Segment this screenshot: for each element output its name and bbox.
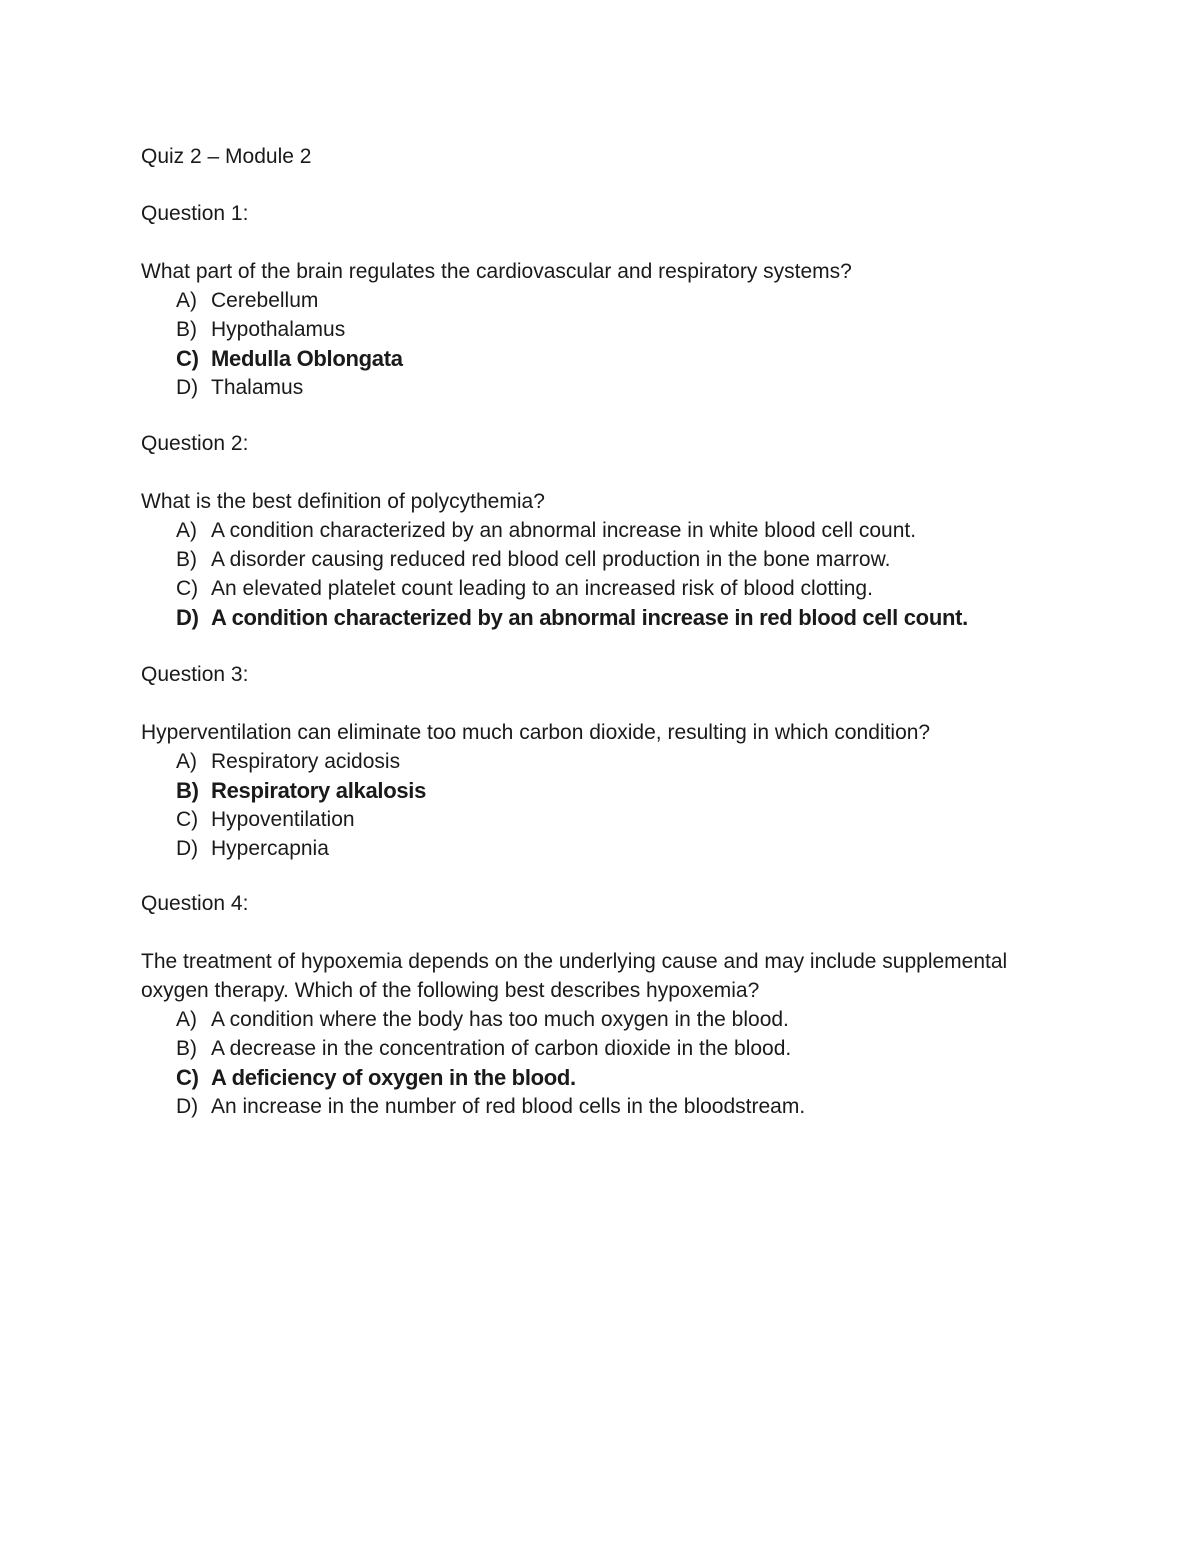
option-d bbox=[141, 834, 1061, 863]
question-text: Hyperventilation can eliminate too much carbon dioxide, resulting in which condition? bbox=[141, 721, 931, 744]
option-text: Cerebellum bbox=[211, 289, 319, 312]
option-b-correct bbox=[141, 776, 1061, 805]
option-text: A disorder causing reduced red blood cell production in the bone marrow. bbox=[211, 548, 891, 571]
option-text: Medulla Oblongata bbox=[211, 346, 403, 371]
option-text: Respiratory alkalosis bbox=[211, 778, 427, 803]
answer-options bbox=[141, 747, 1061, 863]
option-letter: D) bbox=[176, 605, 199, 630]
question-heading: Question 1: bbox=[141, 202, 249, 225]
document-title: Quiz 2 – Module 2 bbox=[141, 145, 312, 168]
question-4 bbox=[141, 890, 1061, 1121]
option-d bbox=[141, 373, 1061, 402]
answer-options bbox=[141, 1005, 1061, 1121]
option-letter: C) bbox=[176, 346, 199, 371]
option-text: A condition where the body has too much oxygen in the blood. bbox=[211, 1008, 789, 1031]
option-text: Thalamus bbox=[211, 376, 304, 399]
option-text: Hypercapnia bbox=[211, 837, 329, 860]
option-a bbox=[141, 516, 1061, 545]
option-b bbox=[141, 315, 1061, 344]
question-heading: Question 2: bbox=[141, 432, 249, 455]
option-a bbox=[141, 747, 1061, 776]
option-letter: A) bbox=[176, 289, 197, 312]
option-c-correct bbox=[141, 1063, 1061, 1092]
option-b bbox=[141, 1034, 1061, 1063]
option-d-correct bbox=[141, 603, 1061, 632]
option-text: An increase in the number of red blood cells in the bloodstream. bbox=[211, 1095, 806, 1118]
option-a bbox=[141, 1005, 1061, 1034]
option-letter: B) bbox=[176, 548, 197, 571]
option-text: A condition characterized by an abnormal increase in white blood cell count. bbox=[211, 519, 917, 542]
option-b bbox=[141, 545, 1061, 574]
option-letter: B) bbox=[176, 778, 199, 803]
option-letter: C) bbox=[176, 1065, 199, 1090]
option-letter: A) bbox=[176, 519, 197, 542]
option-text: An elevated platelet count leading to an increased risk of blood clotting. bbox=[211, 577, 873, 600]
question-heading: Question 3: bbox=[141, 663, 249, 686]
option-letter: D) bbox=[176, 1095, 199, 1118]
option-a bbox=[141, 286, 1061, 315]
option-text: A decrease in the concentration of carbon dioxide in the blood. bbox=[211, 1037, 792, 1060]
question-1 bbox=[141, 200, 1061, 402]
option-letter: C) bbox=[176, 577, 199, 600]
question-2 bbox=[141, 430, 1061, 632]
option-c-correct bbox=[141, 344, 1061, 373]
option-letter: D) bbox=[176, 376, 199, 399]
option-d bbox=[141, 1092, 1061, 1121]
option-letter: A) bbox=[176, 750, 197, 773]
question-text: The treatment of hypoxemia depends on the underlying cause and may include supplemental oxygen therapy. Which of the following best describes hypoxemia? bbox=[141, 950, 1008, 1002]
option-letter: D) bbox=[176, 837, 199, 860]
question-heading: Question 4: bbox=[141, 892, 249, 915]
option-text: Hypoventilation bbox=[211, 808, 355, 831]
option-letter: A) bbox=[176, 1008, 197, 1031]
answer-options bbox=[141, 286, 1061, 402]
option-text: Respiratory acidosis bbox=[211, 750, 401, 773]
question-3 bbox=[141, 661, 1061, 863]
option-text: A condition characterized by an abnormal increase in red blood cell count. bbox=[211, 605, 968, 630]
option-letter: C) bbox=[176, 808, 199, 831]
option-letter: B) bbox=[176, 318, 197, 341]
option-text: Hypothalamus bbox=[211, 318, 346, 341]
question-text: What is the best definition of polycythemia? bbox=[141, 490, 545, 513]
option-letter: B) bbox=[176, 1037, 197, 1060]
question-text: What part of the brain regulates the cardiovascular and respiratory systems? bbox=[141, 260, 852, 283]
answer-options bbox=[141, 516, 1061, 632]
option-c bbox=[141, 805, 1061, 834]
option-text: A deficiency of oxygen in the blood. bbox=[211, 1065, 576, 1090]
option-c bbox=[141, 574, 1061, 603]
